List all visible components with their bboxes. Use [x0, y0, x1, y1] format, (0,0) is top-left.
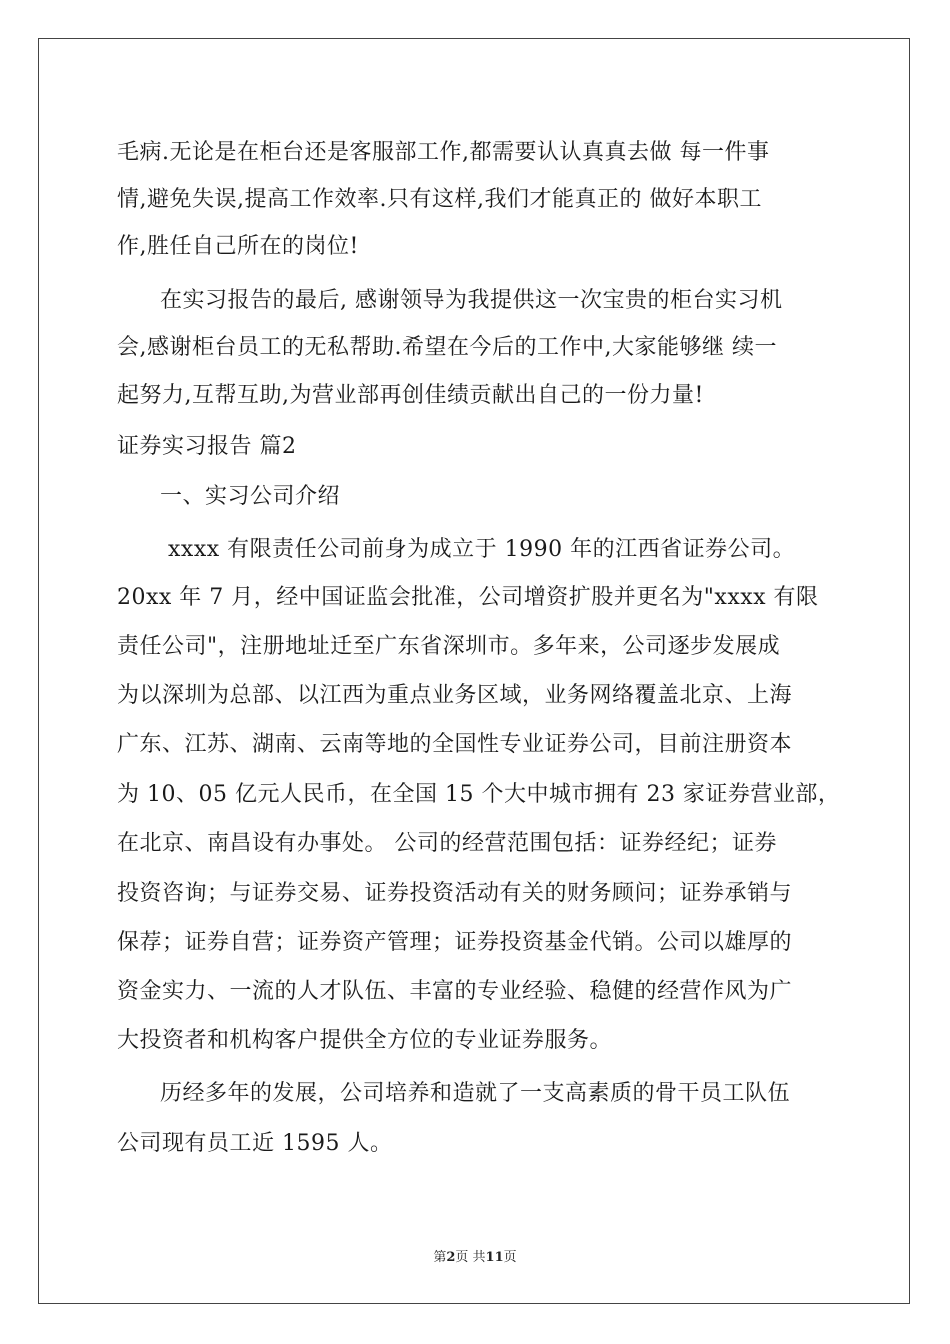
total-page-number: 11 — [485, 1250, 504, 1265]
section-heading: 证券实习报告 篇2 — [117, 434, 297, 459]
text-line: 投资咨询；与证券交易、证券投资活动有关的财务顾问；证券承销与 — [117, 881, 793, 906]
text-line: 毛病.无论是在柜台还是客服部工作,都需要认认真真去做 每一件事 — [117, 140, 770, 165]
text-line: 会,感谢柜台员工的无私帮助.希望在今后的工作中,大家能够继 续一 — [117, 335, 777, 360]
subsection-heading: 一、实习公司介绍 — [160, 484, 341, 509]
text-line: 起努力,互帮互助,为营业部再创佳绩贡献出自己的一份力量! — [117, 383, 704, 408]
footer-suffix: 页 — [503, 1250, 517, 1265]
current-page-number: 2 — [446, 1250, 456, 1265]
footer-prefix: 第 — [433, 1250, 447, 1265]
text-line: 为 10、05 亿元人民币，在全国 15 个大中城市拥有 23 家证券营业部， — [117, 782, 841, 807]
text-line: 作,胜任自己所在的岗位! — [117, 234, 359, 259]
footer-mid: 页 共 — [455, 1250, 486, 1265]
text-line: 广东、江苏、湖南、云南等地的全国性专业证券公司，目前注册资本 — [117, 732, 793, 757]
text-line: 大投资者和机构客户提供全方位的专业证券服务。 — [117, 1028, 613, 1053]
text-line: 历经多年的发展，公司培养和造就了一支高素质的骨干员工队伍 — [160, 1081, 791, 1106]
text-line: 公司现有员工近 1595 人。 — [117, 1131, 393, 1156]
text-line: 在实习报告的最后, 感谢领导为我提供这一次宝贵的柜台实习机 — [160, 288, 783, 313]
text-line: xxxx 有限责任公司前身为成立于 1990 年的江西省证券公司。 — [168, 537, 796, 562]
text-line: 在北京、南昌设有办事处。 公司的经营范围包括：证券经纪；证券 — [117, 831, 777, 856]
text-line: 保荐；证券自营；证券资产管理；证券投资基金代销。公司以雄厚的 — [117, 930, 793, 955]
text-line: 为以深圳为总部、以江西为重点业务区域，业务网络覆盖北京、上海 — [117, 683, 793, 708]
text-line: 责任公司"，注册地址迁至广东省深圳市。多年来，公司逐步发展成 — [117, 634, 781, 659]
page-frame — [38, 38, 910, 1304]
text-line: 资金实力、一流的人才队伍、丰富的专业经验、稳健的经营作风为广 — [117, 979, 793, 1004]
text-line: 20xx 年 7 月，经中国证监会批准，公司增资扩股并更名为"xxxx 有限 — [117, 585, 819, 610]
page-footer — [0, 1246, 950, 1265]
text-line: 情,避免失误,提高工作效率.只有这样,我们才能真正的 做好本职工 — [117, 187, 762, 212]
